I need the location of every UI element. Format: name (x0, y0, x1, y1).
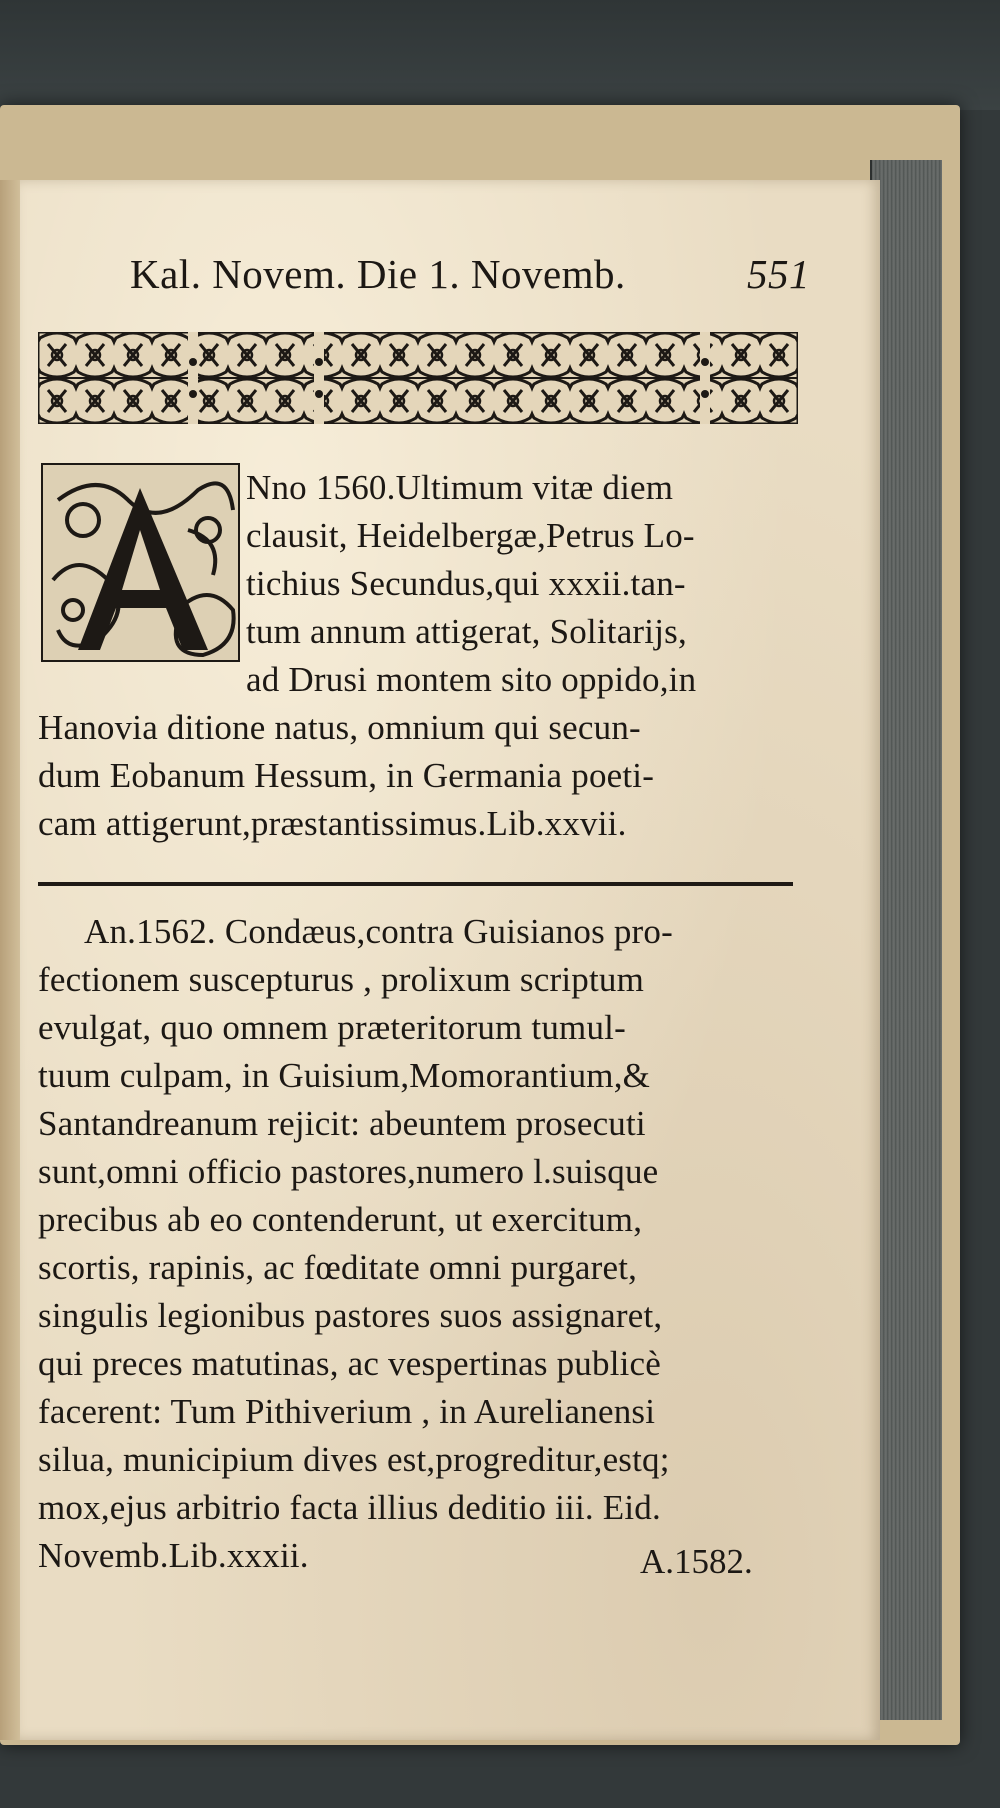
text-line: clausit, Heidelbergæ,Petrus Lo- (246, 516, 695, 555)
text-line: Hanovia ditione natus, omnium qui secun- (38, 708, 641, 747)
text-line: tum annum attigerat, Solitarijs, (246, 612, 687, 651)
text-line: tuum culpam, in Guisium,Momorantium,& (38, 1056, 651, 1095)
backdrop (0, 0, 1000, 110)
text-line: Novemb.Lib.xxxii. (38, 1536, 309, 1575)
text-line: sunt,omni officio pastores,numero l.suisque (38, 1152, 659, 1191)
page-number: 551 (747, 251, 810, 297)
text-line: evulgat, quo omnem præteritorum tumul- (38, 1008, 626, 1047)
text-line: facerent: Tum Pithiverium , in Aurelianensi (38, 1392, 656, 1431)
text-line: Nno 1560.Ultimum vitæ diem (246, 468, 674, 507)
book-page (20, 180, 880, 1740)
page-edges (870, 160, 942, 1720)
running-head (130, 250, 810, 310)
text-line: silua, municipium dives est,progreditur,estq; (38, 1440, 670, 1479)
text-line: fectionem suscepturus , prolixum scriptum (38, 960, 645, 999)
catchword: A.1582. (640, 1542, 753, 1581)
running-head-title: Kal. Novem. Die 1. Novemb. (130, 251, 626, 297)
decorated-initial-a (38, 460, 243, 665)
text-line: ad Drusi montem sito oppido,in (246, 660, 697, 699)
text-line: dum Eobanum Hessum, in Germania poeti- (38, 756, 655, 795)
text-line: tichius Secundus,qui xxxii.tan- (246, 564, 686, 603)
text-line: Santandreanum rejicit: abeuntem prosecuti (38, 1104, 646, 1143)
text-line: An.1562. Condæus,contra Guisianos pro- (84, 912, 673, 951)
text-line: scortis, rapinis, ac fœditate omni purgaret, (38, 1248, 638, 1287)
text-line: precibus ab eo contenderunt, ut exercitum, (38, 1200, 643, 1239)
section-rule (38, 882, 793, 886)
ornamental-border (38, 332, 798, 424)
text-line: singulis legionibus pastores suos assignaret, (38, 1296, 663, 1335)
text-line: qui preces matutinas, ac vespertinas publicè (38, 1344, 662, 1383)
text-line: mox,ejus arbitrio facta illius deditio iii. Eid. (38, 1488, 661, 1527)
text-line: cam attigerunt,præstantissimus.Lib.xxvii. (38, 804, 627, 843)
